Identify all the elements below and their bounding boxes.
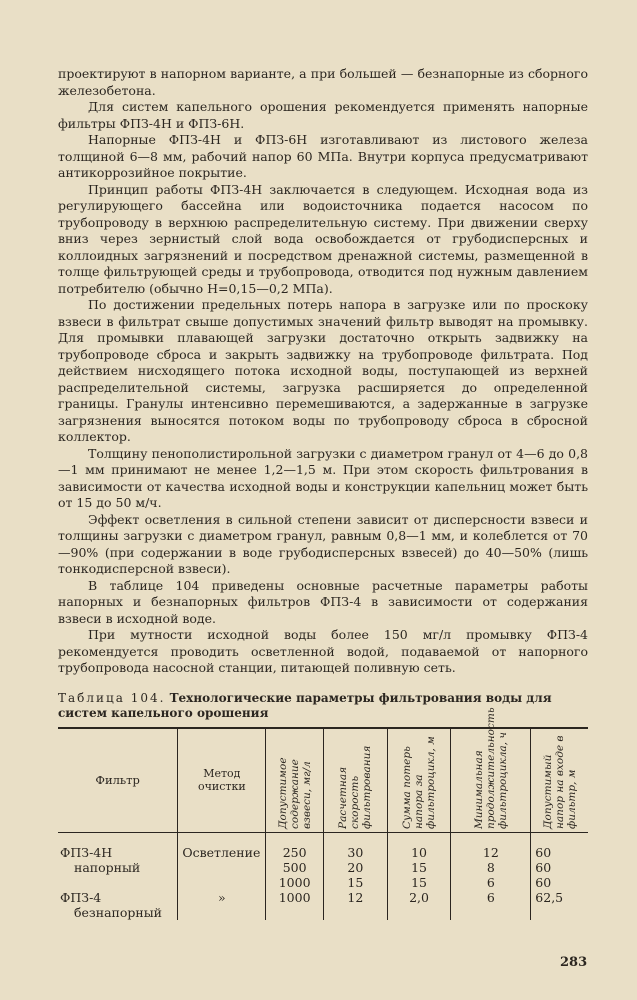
cell [58, 875, 178, 890]
paragraph: Принцип работы ФПЗ-4Н заключается в следующем. Исходная вода из регулирующего бассейна или водоисточника подается насосом по трубопроводу в верхнюю распределительную систему. При движении сверху вниз через зернистый слой вода освобождается от грубодисперсных и коллоидных загрязнений и посредством дренажной системы, размещенной в толще фильтрующей среды и трубопровода, отводится под нужным давлением потребителю (обычно H=0,15—0,2 МПа). [58, 181, 588, 296]
header-inlet-head: Допустимый напор на входе в фильтр, м [541, 734, 578, 829]
cell: 2,0 [387, 890, 451, 905]
paragraph: Эффект осветления в сильной степени зависит от дисперсности взвеси и толщины загрузки с диаметром гранул, равным 0,8—1 мм, и колеблется от 70—90% (при содержании в воде грубодисперсных взвесей) до 40—50% (лишь тонкодисперсной взвеси). [58, 511, 588, 576]
header-head-loss: Сумма потерь напора за фильтроцикл, м [401, 735, 438, 829]
cell: ФПЗ-4Н [60, 844, 113, 860]
cell: 12 [451, 845, 531, 860]
cell: 1000 [266, 875, 324, 890]
paragraph: проектируют в напорном варианте, а при большей — безнапорные из сборного железобетона. [58, 66, 588, 98]
cell [178, 875, 266, 890]
cell: напорный [74, 859, 141, 875]
table-row [58, 860, 588, 875]
cell: 60 [531, 845, 588, 860]
paragraph: Для систем капельного орошения рекомендуется применять напорные фильтры ФПЗ-4Н и ФПЗ-6Н. [58, 99, 588, 131]
cell: 8 [451, 860, 531, 875]
cell: 250 [266, 845, 324, 860]
parameters-table [58, 706, 588, 920]
table-caption [58, 691, 588, 721]
paragraph: По достижении предельных потерь напора в загрузке или по проскоку взвеси в фильтрат свыше допустимых значений фильтр выводят на промывку. Для промывки плавающей загрузки достаточно открыть задвижку на трубопроводе сброса и закрыть задвижку на трубопроводе фильтрата. Под действием нисходящего потока исходной воды, поступающей из верхней распределительной системы, загрузка расширяется до определенной границы. Гранулы интенсивно перемешиваются, а задержанные в загрузке загрязнения выносятся потоком воды по трубопроводу сброса в сбросной коллектор. [58, 297, 588, 444]
header-speed: Расчетная скорость фильтрования [337, 745, 374, 829]
table-header-row [58, 728, 588, 833]
cell: ФПЗ-4 [60, 889, 102, 905]
page-number: 283 [560, 955, 588, 970]
header-duration: Минимальная продолжительность фильтроцикла, ч [472, 706, 509, 829]
table-caption-text: Технологические параметры фильтрования воды для систем капельного орошения [58, 690, 552, 720]
page-content [58, 66, 588, 920]
paragraph: В таблице 104 приведены основные расчетные параметры работы напорных и безнапорных фильтров ФПЗ-4 в зависимости от содержания взвеси в исходной воде. [58, 577, 588, 626]
cell: Осветление [178, 845, 266, 860]
paragraph: При мутности исходной воды более 150 мг/л промывку ФПЗ-4 рекомендуется проводить осветленной водой, подаваемой от напорного трубопровода насосной станции, питающей поливную сеть. [58, 627, 588, 675]
table-row [58, 875, 588, 890]
paragraph: Толщину пенополистирольной загрузки с диаметром гранул от 4—6 до 0,8—1 мм принимают не менее 1,2—1,5 м. При этом скорость фильтрования в зависимости от качества исходной воды и конструкции капельниц может быть от 15 до 50 м/ч. [58, 445, 588, 510]
cell: 12 [323, 890, 387, 905]
header-suspension: Допустимое содержание взвеси, мг/л [276, 756, 313, 829]
table-row [58, 890, 588, 905]
cell: 60 [531, 875, 588, 890]
cell: 6 [451, 890, 531, 905]
cell: 6 [451, 875, 531, 890]
table-row [58, 845, 588, 860]
cell: 20 [323, 860, 387, 875]
cell: » [178, 890, 266, 905]
header-method: Метод очистки [178, 728, 266, 833]
cell [178, 860, 266, 875]
cell: 30 [323, 845, 387, 860]
paragraph: Напорные ФПЗ-4Н и ФПЗ-6Н изготавливают из листового железа толщиной 6—8 мм, рабочий напор 60 МПа. Внутри корпуса предусматривают антикоррозийное покрытие. [58, 132, 588, 180]
table-row [58, 905, 588, 920]
cell: 15 [387, 875, 451, 890]
cell: 60 [531, 860, 588, 875]
cell: 500 [266, 860, 324, 875]
cell: 62,5 [531, 890, 588, 905]
cell: 15 [323, 875, 387, 890]
cell: 1000 [266, 890, 324, 905]
header-filter: Фильтр [95, 773, 140, 787]
cell: 15 [387, 860, 451, 875]
cell: безнапорный [74, 904, 162, 920]
cell: 10 [387, 845, 451, 860]
table-caption-label: Таблица 104. [58, 690, 166, 705]
